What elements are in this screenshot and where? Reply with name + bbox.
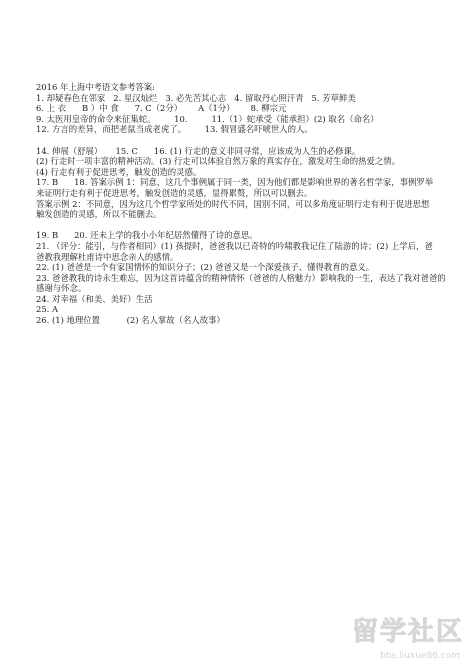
answer-line-22: 26. (1) 地理位置 (2) 名人掌故（名人故事） <box>36 315 225 326</box>
answer-line-1: 1. 却疑春色在邻家 2. 星汉灿烂 3. 必先苦其心志 4. 留取丹心照汗青 5. 芳草鲜美 <box>36 92 356 103</box>
answer-line-6: 14. 伸展（舒展） 15. C 16. (1) 行走的意义非同寻常，应该成为人生的必修课。 <box>36 145 361 156</box>
answer-line-11: 答案示例 2：不同意，因为这几个哲学家所处的时代不同，国别不同，可以多角度证明行走有利于促进思想 <box>36 198 430 209</box>
answer-document <box>36 82 446 326</box>
watermark-url: bbs.liuxue86.com <box>380 651 460 661</box>
watermark-logo: 留学社区 <box>351 617 464 647</box>
answer-line-21: 25. A <box>36 304 59 315</box>
answer-line-10: 来证明行走有利于促进思考，触发创造的灵感，显得累赘，所以可以删去。 <box>36 187 313 198</box>
answer-line-16: 爸教我理解杜甫诗中思念亲人的感情。 <box>36 251 179 262</box>
site-watermark <box>314 611 464 663</box>
answer-line-4: 12. 方言的差异，而把老鼠当成老虎了。 13. 假冒盛名吓唬世人的人。 <box>36 124 313 135</box>
answer-line-18: 23. 爸爸教我的诗永生难忘，因为这首诗蕴含的精神情怀（爸爸的人格魅力）影响我的一生，表达了我对爸爸的 <box>36 272 446 283</box>
answer-line-8: (4) 行走有利于促进思考，触发创造的灵感。 <box>36 166 202 177</box>
answer-line-17: 22. (1) 爸爸是一个有家国情怀的知识分子；(2) 爸爸又是一个深爱孩子、懂得教育的意义。 <box>36 262 375 273</box>
section-spacer <box>36 220 446 231</box>
answer-line-20: 24. 对幸福（和美、美好）生活 <box>36 293 153 304</box>
answer-line-2: 6. 上 衣 B ）中 食 7. C（2分） A（1分） 8. 柳宗元 <box>36 103 287 114</box>
document-title: 2016 年上海中考语文参考答案: <box>36 82 155 92</box>
section-spacer <box>36 135 446 146</box>
answer-line-14: 19. B 20. 还未上学的我小小年纪居然懂得了诗的意思。 <box>36 230 258 241</box>
answer-line-9: 17. B 18. 答案示例 1：同意，这几个事例属于同一类，因为他们都是影响世界的著名哲学家，事例罗举 <box>36 177 434 188</box>
answer-line-3: 9. 太医用皇帝的命令来征集蛇。 10. 11.（1）蛇承受（能承担）(2) 取名（命名） <box>36 113 379 124</box>
answer-line-19: 感谢与怀念。 <box>36 283 87 294</box>
answer-line-7: (2) 行走时一项丰富的精神活动。(3) 行走可以体验自然万象的真实存在，激发对生命的热爱之情。 <box>36 156 401 167</box>
answer-line-12: 触发创造的灵感，所以不能删去。 <box>36 209 162 220</box>
answer-line-15: 21. （评分：能引，与作者相同）(1) 孩提时，爸爸我以已奇特的吟啸教我记住了陆游的诗；(2) 上学后，爸 <box>36 240 433 251</box>
